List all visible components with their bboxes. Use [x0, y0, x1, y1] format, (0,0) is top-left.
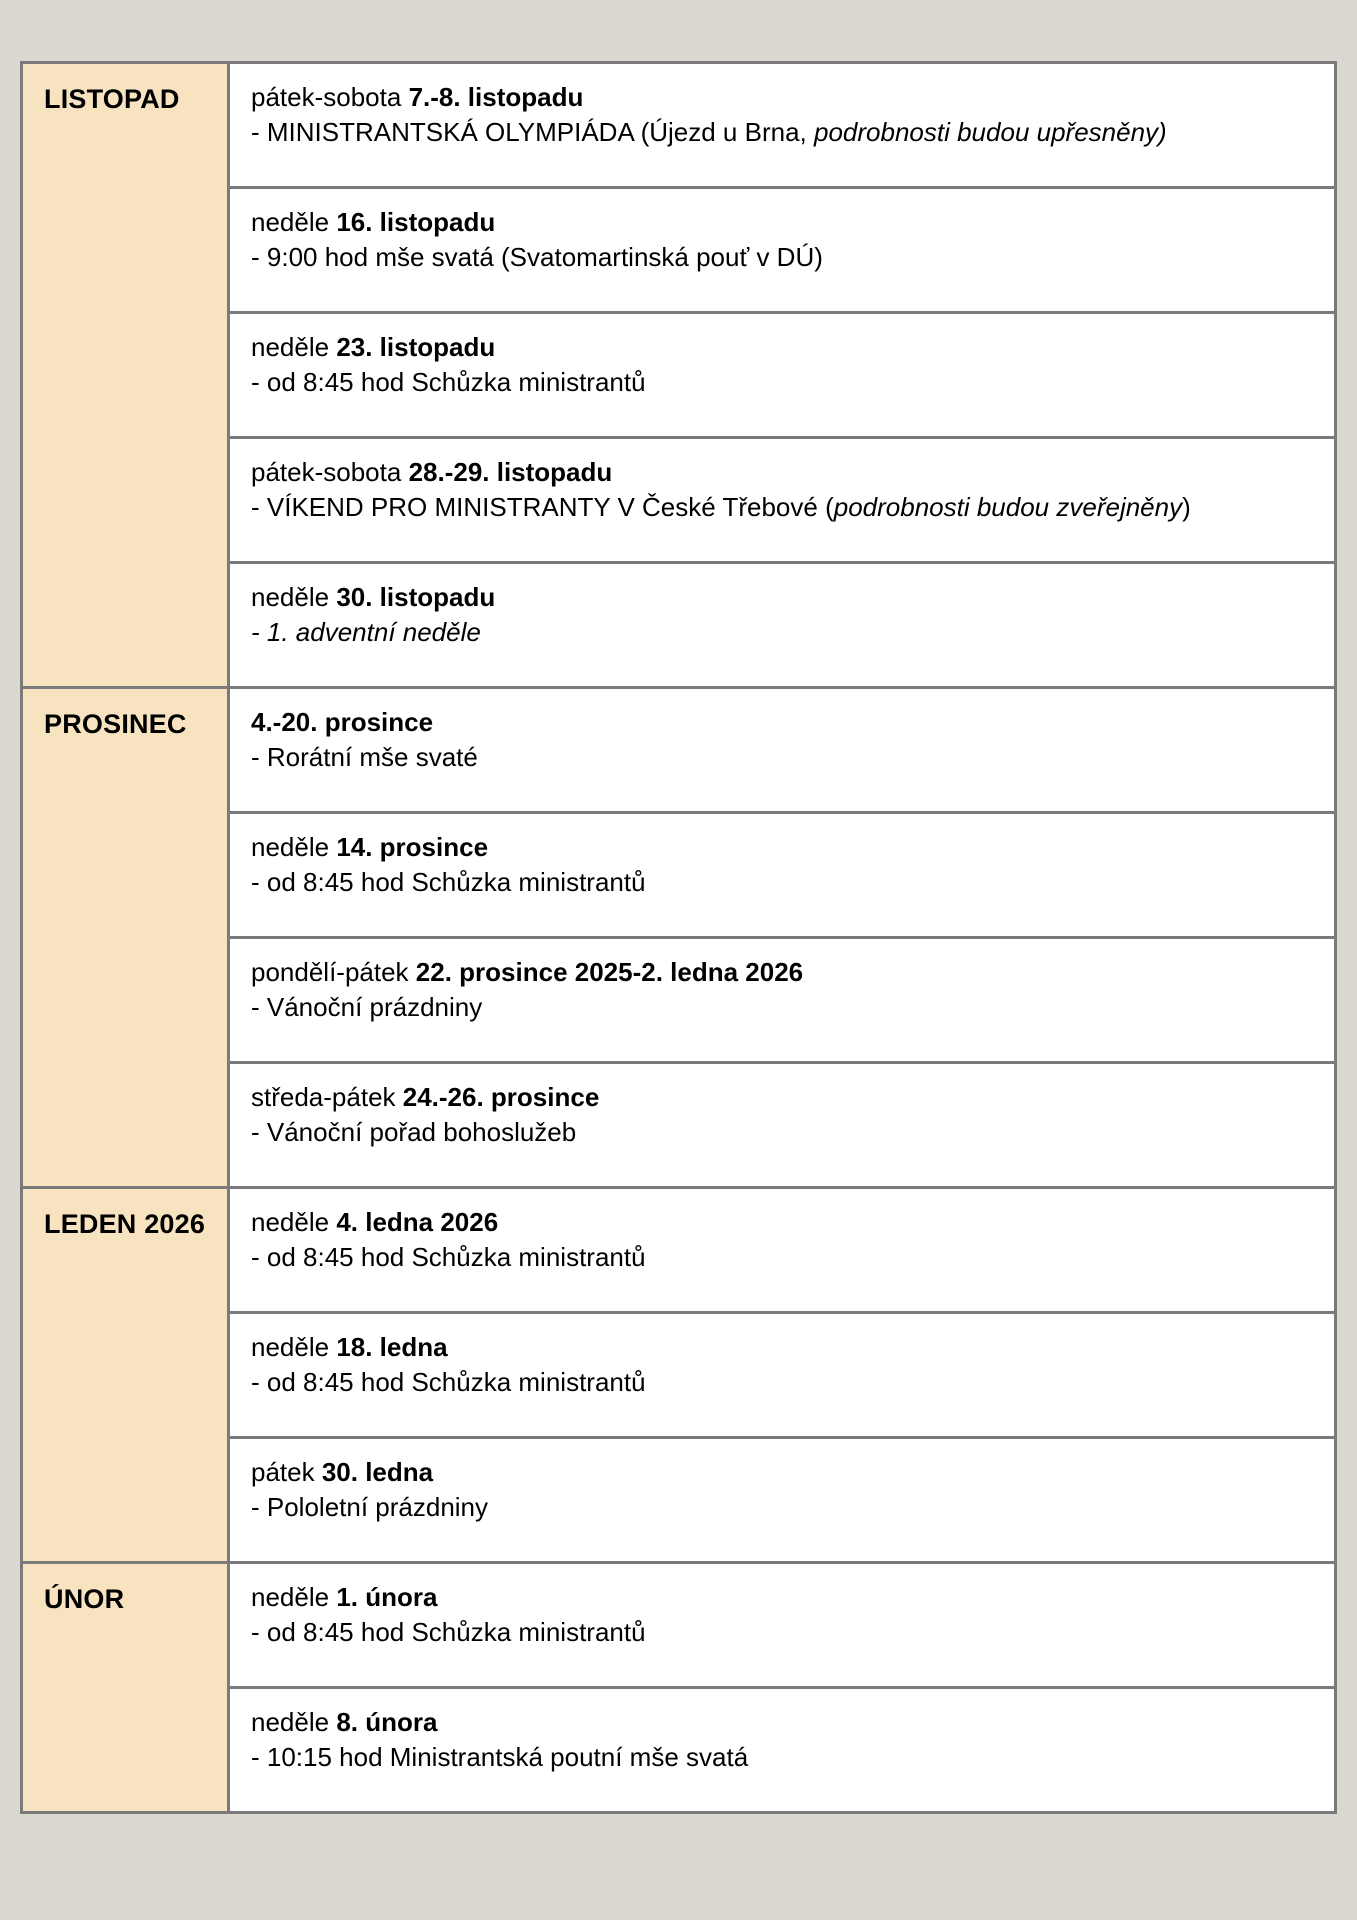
event-cell [229, 313, 1336, 438]
event-description: - 10:15 hod Ministrantská poutní mše svatá [251, 1742, 749, 1772]
event-cell [229, 1688, 1336, 1813]
month-label: LISTOPAD [44, 84, 180, 114]
event-date: neděle 14. prosince [251, 832, 489, 862]
event-date: 4.-20. prosince [251, 707, 434, 737]
event-description: - Vánoční prázdniny [251, 992, 483, 1022]
table-row [22, 1563, 1336, 1688]
event-date: pátek-sobota 7.-8. listopadu [251, 82, 584, 112]
event-cell [229, 813, 1336, 938]
event-cell [229, 688, 1336, 813]
month-cell-leden [22, 1188, 229, 1563]
event-cell [229, 563, 1336, 688]
event-date: neděle 8. února [251, 1707, 438, 1737]
event-cell [229, 938, 1336, 1063]
event-date: pátek 30. ledna [251, 1457, 434, 1487]
event-description: - VÍKEND PRO MINISTRANTY V České Třebové (podrobnosti budou zveřejněny) [251, 492, 1191, 522]
month-label: ÚNOR [44, 1584, 125, 1614]
event-description: - 9:00 hod mše svatá (Svatomartinská pouť v DÚ) [251, 242, 823, 272]
month-label: LEDEN 2026 [44, 1209, 206, 1239]
event-description: - Pololetní prázdniny [251, 1492, 489, 1522]
event-cell [229, 1188, 1336, 1313]
event-description: - od 8:45 hod Schůzka ministrantů [251, 1242, 646, 1272]
event-date: pátek-sobota 28.-29. listopadu [251, 457, 613, 487]
event-date: neděle 30. listopadu [251, 582, 496, 612]
event-cell [229, 63, 1336, 188]
month-cell-prosinec [22, 688, 229, 1188]
event-cell [229, 188, 1336, 313]
event-date: středa-pátek 24.-26. prosince [251, 1082, 600, 1112]
event-date: neděle 1. února [251, 1582, 438, 1612]
table-row [22, 1188, 1336, 1313]
event-date: neděle 4. ledna 2026 [251, 1207, 499, 1237]
month-cell-listopad [22, 63, 229, 688]
schedule-table [20, 61, 1337, 1814]
table-row [22, 63, 1336, 188]
event-cell [229, 438, 1336, 563]
event-description: - Vánoční pořad bohoslužeb [251, 1117, 577, 1147]
event-description: - od 8:45 hod Schůzka ministrantů [251, 867, 646, 897]
event-description: - Rorátní mše svaté [251, 742, 478, 772]
month-label: PROSINEC [44, 709, 187, 739]
event-date: neděle 18. ledna [251, 1332, 448, 1362]
event-cell [229, 1438, 1336, 1563]
event-date: pondělí-pátek 22. prosince 2025-2. ledna 2026 [251, 957, 804, 987]
event-description: - od 8:45 hod Schůzka ministrantů [251, 1367, 646, 1397]
event-cell [229, 1313, 1336, 1438]
event-description: - 1. adventní neděle [251, 617, 481, 647]
event-cell [229, 1563, 1336, 1688]
event-date: neděle 23. listopadu [251, 332, 496, 362]
event-description: - MINISTRANTSKÁ OLYMPIÁDA (Újezd u Brna, podrobnosti budou upřesněny) [251, 117, 1167, 147]
event-date: neděle 16. listopadu [251, 207, 496, 237]
event-description: - od 8:45 hod Schůzka ministrantů [251, 1617, 646, 1647]
event-cell [229, 1063, 1336, 1188]
event-description: - od 8:45 hod Schůzka ministrantů [251, 367, 646, 397]
month-cell-unor [22, 1563, 229, 1813]
table-row [22, 688, 1336, 813]
